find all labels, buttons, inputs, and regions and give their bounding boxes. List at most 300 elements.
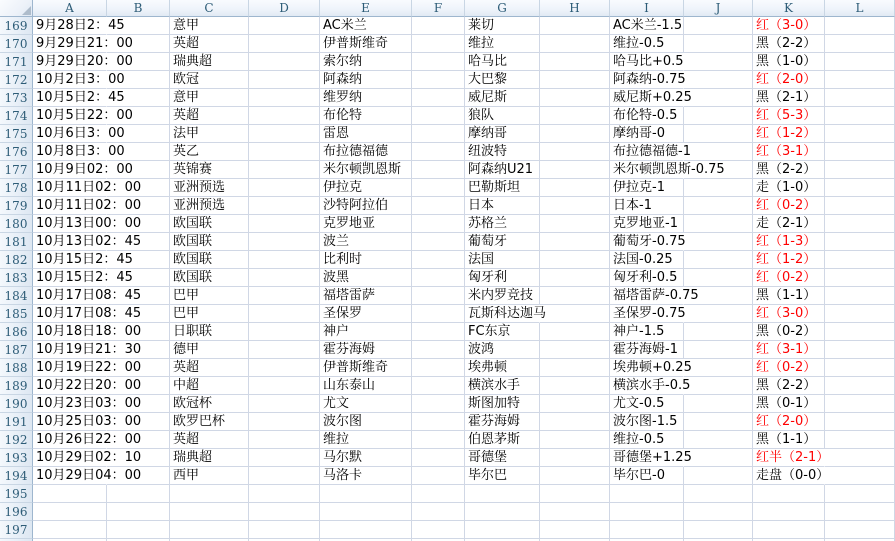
cell-J189[interactable] xyxy=(684,377,753,395)
cell-L191[interactable] xyxy=(825,413,895,431)
cell-H183[interactable] xyxy=(540,269,610,287)
column-header-D[interactable] xyxy=(249,0,320,17)
cell-K170[interactable] xyxy=(753,35,825,53)
cell-K196[interactable] xyxy=(753,503,825,521)
cell-F184[interactable] xyxy=(412,287,465,305)
cell-F186[interactable] xyxy=(412,323,465,341)
cell-F182[interactable] xyxy=(412,251,465,269)
cell-K174[interactable] xyxy=(753,107,825,125)
cell-D187[interactable] xyxy=(249,341,320,359)
cell-F171[interactable] xyxy=(412,53,465,71)
cell-K185[interactable] xyxy=(753,305,825,323)
cell-D185[interactable] xyxy=(249,305,320,323)
cell-D174[interactable] xyxy=(249,107,320,125)
cell-F172[interactable] xyxy=(412,71,465,89)
cell-H174[interactable] xyxy=(540,107,610,125)
cell-E185[interactable] xyxy=(320,305,412,323)
cell-G176[interactable] xyxy=(465,143,540,161)
cell-H190[interactable] xyxy=(540,395,610,413)
column-header-K[interactable] xyxy=(753,0,825,17)
cell-H188[interactable] xyxy=(540,359,610,377)
cell-A194[interactable] xyxy=(33,467,142,485)
cell-D190[interactable] xyxy=(249,395,320,413)
cell-I171[interactable] xyxy=(610,53,684,71)
cell-D176[interactable] xyxy=(249,143,320,161)
cell-F187[interactable] xyxy=(412,341,465,359)
cell-E196[interactable] xyxy=(320,503,412,521)
cell-C194[interactable] xyxy=(170,467,249,485)
cell-D183[interactable] xyxy=(249,269,320,287)
cell-I170[interactable] xyxy=(610,35,684,53)
cell-K177[interactable] xyxy=(753,161,825,179)
cell-F189[interactable] xyxy=(412,377,465,395)
cell-K179[interactable] xyxy=(753,197,825,215)
cell-D196[interactable] xyxy=(249,503,320,521)
cell-C187[interactable] xyxy=(170,341,249,359)
cell-J183[interactable] xyxy=(684,269,753,287)
cell-H172[interactable] xyxy=(540,71,610,89)
cell-F196[interactable] xyxy=(412,503,465,521)
cell-E197[interactable] xyxy=(320,521,412,539)
cell-C174[interactable] xyxy=(170,107,249,125)
cell-K189[interactable] xyxy=(753,377,825,395)
cell-L180[interactable] xyxy=(825,215,895,233)
cell-G188[interactable] xyxy=(465,359,540,377)
cell-E176[interactable] xyxy=(320,143,412,161)
cell-K180[interactable] xyxy=(753,215,825,233)
cell-L194[interactable] xyxy=(825,467,895,485)
cell-H197[interactable] xyxy=(540,521,610,539)
cell-C195[interactable] xyxy=(170,485,249,503)
cell-E169[interactable] xyxy=(320,17,412,35)
cell-I174[interactable] xyxy=(610,107,684,125)
cell-E178[interactable] xyxy=(320,179,412,197)
cell-K182[interactable] xyxy=(753,251,825,269)
cell-A171[interactable] xyxy=(33,53,133,71)
cell-I182[interactable] xyxy=(610,251,684,269)
cell-I179[interactable] xyxy=(610,197,684,215)
cell-A190[interactable] xyxy=(33,395,142,413)
cell-D182[interactable] xyxy=(249,251,320,269)
cell-F177[interactable] xyxy=(412,161,465,179)
cell-A189[interactable] xyxy=(33,377,142,395)
row-header-181[interactable] xyxy=(0,233,33,251)
cell-K192[interactable] xyxy=(753,431,825,449)
cell-F170[interactable] xyxy=(412,35,465,53)
cell-L189[interactable] xyxy=(825,377,895,395)
cell-C172[interactable] xyxy=(170,71,249,89)
cell-F173[interactable] xyxy=(412,89,465,107)
cell-L181[interactable] xyxy=(825,233,895,251)
cell-F174[interactable] xyxy=(412,107,465,125)
cell-I193[interactable] xyxy=(610,449,692,467)
cell-D179[interactable] xyxy=(249,197,320,215)
cell-J186[interactable] xyxy=(684,323,753,341)
cell-E172[interactable] xyxy=(320,71,412,89)
cell-G180[interactable] xyxy=(465,215,540,233)
cell-C181[interactable] xyxy=(170,233,249,251)
cell-F183[interactable] xyxy=(412,269,465,287)
cell-G184[interactable] xyxy=(465,287,540,305)
cell-L175[interactable] xyxy=(825,125,895,143)
cell-G181[interactable] xyxy=(465,233,540,251)
cell-C177[interactable] xyxy=(170,161,249,179)
cell-F181[interactable] xyxy=(412,233,465,251)
row-header-191[interactable] xyxy=(0,413,33,431)
cell-L178[interactable] xyxy=(825,179,895,197)
cell-C196[interactable] xyxy=(170,503,249,521)
column-header-C[interactable] xyxy=(170,0,249,17)
cell-G169[interactable] xyxy=(465,17,540,35)
cell-K194[interactable] xyxy=(753,467,830,485)
cell-J175[interactable] xyxy=(684,125,753,143)
cell-E175[interactable] xyxy=(320,125,412,143)
cell-J192[interactable] xyxy=(684,431,753,449)
cell-I189[interactable] xyxy=(610,377,691,395)
cell-J172[interactable] xyxy=(684,71,753,89)
cell-C193[interactable] xyxy=(170,449,249,467)
cell-I183[interactable] xyxy=(610,269,684,287)
cell-A191[interactable] xyxy=(33,413,142,431)
cell-A178[interactable] xyxy=(33,179,142,197)
cell-H181[interactable] xyxy=(540,233,610,251)
cell-K172[interactable] xyxy=(753,71,825,89)
cell-G193[interactable] xyxy=(465,449,540,467)
cell-A174[interactable] xyxy=(33,107,133,125)
cell-A196[interactable] xyxy=(33,503,107,521)
cell-J193[interactable] xyxy=(684,449,753,467)
cell-I178[interactable] xyxy=(610,179,684,197)
cell-I169[interactable] xyxy=(610,17,684,35)
cell-F179[interactable] xyxy=(412,197,465,215)
cell-F188[interactable] xyxy=(412,359,465,377)
cell-I180[interactable] xyxy=(610,215,684,233)
row-header-195[interactable] xyxy=(0,485,33,503)
cell-F197[interactable] xyxy=(412,521,465,539)
cell-F195[interactable] xyxy=(412,485,465,503)
row-header-174[interactable] xyxy=(0,107,33,125)
cell-I187[interactable] xyxy=(610,341,684,359)
cell-G177[interactable] xyxy=(465,161,540,179)
cell-H182[interactable] xyxy=(540,251,610,269)
cell-I197[interactable] xyxy=(610,521,684,539)
cell-L190[interactable] xyxy=(825,395,895,413)
row-header-178[interactable] xyxy=(0,179,33,197)
row-header-185[interactable] xyxy=(0,305,33,323)
cell-K197[interactable] xyxy=(753,521,825,539)
cell-J181[interactable] xyxy=(684,233,753,251)
cell-D194[interactable] xyxy=(249,467,320,485)
row-header-169[interactable] xyxy=(0,17,33,35)
cell-J197[interactable] xyxy=(684,521,753,539)
cell-E180[interactable] xyxy=(320,215,412,233)
cell-H170[interactable] xyxy=(540,35,610,53)
cell-L174[interactable] xyxy=(825,107,895,125)
cell-C173[interactable] xyxy=(170,89,249,107)
cell-H173[interactable] xyxy=(540,89,610,107)
row-header-187[interactable] xyxy=(0,341,33,359)
cell-E182[interactable] xyxy=(320,251,412,269)
cell-J174[interactable] xyxy=(684,107,753,125)
cell-J190[interactable] xyxy=(684,395,753,413)
cell-G189[interactable] xyxy=(465,377,540,395)
cell-A172[interactable] xyxy=(33,71,125,89)
cell-K184[interactable] xyxy=(753,287,825,305)
cell-E174[interactable] xyxy=(320,107,412,125)
cell-G178[interactable] xyxy=(465,179,540,197)
column-header-B[interactable] xyxy=(107,0,170,17)
cell-E194[interactable] xyxy=(320,467,412,485)
cell-K193[interactable] xyxy=(753,449,830,467)
cell-G182[interactable] xyxy=(465,251,540,269)
cell-G195[interactable] xyxy=(465,485,540,503)
select-all-button[interactable] xyxy=(0,0,33,17)
row-header-192[interactable] xyxy=(0,431,33,449)
cell-G179[interactable] xyxy=(465,197,540,215)
row-header-177[interactable] xyxy=(0,161,33,179)
cell-C169[interactable] xyxy=(170,17,249,35)
cell-F192[interactable] xyxy=(412,431,465,449)
cell-F176[interactable] xyxy=(412,143,465,161)
cell-K183[interactable] xyxy=(753,269,825,287)
cell-A180[interactable] xyxy=(33,215,142,233)
cell-D191[interactable] xyxy=(249,413,320,431)
row-header-188[interactable] xyxy=(0,359,33,377)
cell-L170[interactable] xyxy=(825,35,895,53)
cell-F191[interactable] xyxy=(412,413,465,431)
cell-H169[interactable] xyxy=(540,17,610,35)
cell-G183[interactable] xyxy=(465,269,540,287)
cell-H195[interactable] xyxy=(540,485,610,503)
cell-D195[interactable] xyxy=(249,485,320,503)
cell-L173[interactable] xyxy=(825,89,895,107)
cell-H191[interactable] xyxy=(540,413,610,431)
cell-J191[interactable] xyxy=(684,413,753,431)
cell-C171[interactable] xyxy=(170,53,249,71)
cell-K195[interactable] xyxy=(753,485,825,503)
cell-I176[interactable] xyxy=(610,143,691,161)
cell-C188[interactable] xyxy=(170,359,249,377)
cell-F169[interactable] xyxy=(412,17,465,35)
cell-A184[interactable] xyxy=(33,287,142,305)
cell-A179[interactable] xyxy=(33,197,142,215)
column-header-L[interactable] xyxy=(825,0,895,17)
cell-A182[interactable] xyxy=(33,251,133,269)
cell-D192[interactable] xyxy=(249,431,320,449)
cell-I194[interactable] xyxy=(610,467,684,485)
cell-C183[interactable] xyxy=(170,269,249,287)
cell-E177[interactable] xyxy=(320,161,412,179)
cell-I192[interactable] xyxy=(610,431,684,449)
cell-H177[interactable] xyxy=(540,161,610,179)
cell-C186[interactable] xyxy=(170,323,249,341)
column-header-F[interactable] xyxy=(412,0,465,17)
cell-E171[interactable] xyxy=(320,53,412,71)
cell-F180[interactable] xyxy=(412,215,465,233)
cell-I188[interactable] xyxy=(610,359,692,377)
cell-J171[interactable] xyxy=(684,53,753,71)
cell-H189[interactable] xyxy=(540,377,610,395)
cell-C175[interactable] xyxy=(170,125,249,143)
cell-F194[interactable] xyxy=(412,467,465,485)
cell-G187[interactable] xyxy=(465,341,540,359)
cell-H178[interactable] xyxy=(540,179,610,197)
cell-L171[interactable] xyxy=(825,53,895,71)
row-header-186[interactable] xyxy=(0,323,33,341)
cell-G192[interactable] xyxy=(465,431,540,449)
cell-C180[interactable] xyxy=(170,215,249,233)
cell-G197[interactable] xyxy=(465,521,540,539)
cell-C170[interactable] xyxy=(170,35,249,53)
cell-D170[interactable] xyxy=(249,35,320,53)
column-header-G[interactable] xyxy=(465,0,540,17)
cell-H180[interactable] xyxy=(540,215,610,233)
cell-K186[interactable] xyxy=(753,323,825,341)
cell-J188[interactable] xyxy=(684,359,753,377)
cell-A197[interactable] xyxy=(33,521,107,539)
cell-L177[interactable] xyxy=(825,161,895,179)
cell-A193[interactable] xyxy=(33,449,142,467)
cell-I191[interactable] xyxy=(610,413,684,431)
cell-E184[interactable] xyxy=(320,287,412,305)
cell-I172[interactable] xyxy=(610,71,684,89)
cell-G170[interactable] xyxy=(465,35,540,53)
cell-K187[interactable] xyxy=(753,341,825,359)
cell-K178[interactable] xyxy=(753,179,825,197)
cell-G174[interactable] xyxy=(465,107,540,125)
cell-H187[interactable] xyxy=(540,341,610,359)
row-header-183[interactable] xyxy=(0,269,33,287)
cell-A186[interactable] xyxy=(33,323,142,341)
cell-D180[interactable] xyxy=(249,215,320,233)
cell-D197[interactable] xyxy=(249,521,320,539)
cell-H171[interactable] xyxy=(540,53,610,71)
cell-J195[interactable] xyxy=(684,485,753,503)
cell-B196[interactable] xyxy=(107,503,170,521)
cell-E170[interactable] xyxy=(320,35,412,53)
cell-H176[interactable] xyxy=(540,143,610,161)
cell-K176[interactable] xyxy=(753,143,825,161)
cell-K190[interactable] xyxy=(753,395,825,413)
cell-D172[interactable] xyxy=(249,71,320,89)
cell-A192[interactable] xyxy=(33,431,142,449)
row-header-184[interactable] xyxy=(0,287,33,305)
cell-G186[interactable] xyxy=(465,323,540,341)
cell-J170[interactable] xyxy=(684,35,753,53)
cell-D178[interactable] xyxy=(249,179,320,197)
cell-L187[interactable] xyxy=(825,341,895,359)
cell-J169[interactable] xyxy=(684,17,753,35)
cell-G173[interactable] xyxy=(465,89,540,107)
cell-F185[interactable] xyxy=(412,305,465,323)
cell-L172[interactable] xyxy=(825,71,895,89)
row-header-193[interactable] xyxy=(0,449,33,467)
cell-I175[interactable] xyxy=(610,125,684,143)
cell-L195[interactable] xyxy=(825,485,895,503)
cell-D181[interactable] xyxy=(249,233,320,251)
cell-D193[interactable] xyxy=(249,449,320,467)
cell-I196[interactable] xyxy=(610,503,684,521)
cell-I195[interactable] xyxy=(610,485,684,503)
row-header-173[interactable] xyxy=(0,89,33,107)
cell-E187[interactable] xyxy=(320,341,412,359)
cell-E189[interactable] xyxy=(320,377,412,395)
cell-C190[interactable] xyxy=(170,395,249,413)
cell-D175[interactable] xyxy=(249,125,320,143)
cell-E181[interactable] xyxy=(320,233,412,251)
cell-L184[interactable] xyxy=(825,287,895,305)
row-header-196[interactable] xyxy=(0,503,33,521)
cell-E195[interactable] xyxy=(320,485,412,503)
cell-G185[interactable] xyxy=(465,305,547,323)
cell-H194[interactable] xyxy=(540,467,610,485)
cell-C179[interactable] xyxy=(170,197,249,215)
cell-H184[interactable] xyxy=(540,287,610,305)
cell-I181[interactable] xyxy=(610,233,684,251)
cell-G191[interactable] xyxy=(465,413,540,431)
cell-A175[interactable] xyxy=(33,125,125,143)
column-header-I[interactable] xyxy=(610,0,684,17)
row-header-194[interactable] xyxy=(0,467,33,485)
cell-I177[interactable] xyxy=(610,161,725,179)
cell-L179[interactable] xyxy=(825,197,895,215)
cell-A181[interactable] xyxy=(33,233,142,251)
cell-A183[interactable] xyxy=(33,269,133,287)
cell-K169[interactable] xyxy=(753,17,825,35)
column-header-A[interactable] xyxy=(33,0,107,17)
cell-C178[interactable] xyxy=(170,179,249,197)
cell-C192[interactable] xyxy=(170,431,249,449)
cell-D171[interactable] xyxy=(249,53,320,71)
cell-D188[interactable] xyxy=(249,359,320,377)
cell-F190[interactable] xyxy=(412,395,465,413)
cell-C189[interactable] xyxy=(170,377,249,395)
row-header-182[interactable] xyxy=(0,251,33,269)
cell-A170[interactable] xyxy=(33,35,133,53)
cell-J185[interactable] xyxy=(684,305,753,323)
cell-F175[interactable] xyxy=(412,125,465,143)
cell-E188[interactable] xyxy=(320,359,412,377)
row-header-179[interactable] xyxy=(0,197,33,215)
cell-A185[interactable] xyxy=(33,305,142,323)
cell-C182[interactable] xyxy=(170,251,249,269)
cell-E191[interactable] xyxy=(320,413,412,431)
cell-H186[interactable] xyxy=(540,323,610,341)
row-header-172[interactable] xyxy=(0,71,33,89)
cell-K188[interactable] xyxy=(753,359,825,377)
row-header-170[interactable] xyxy=(0,35,33,53)
cell-J194[interactable] xyxy=(684,467,753,485)
cell-J179[interactable] xyxy=(684,197,753,215)
cell-E179[interactable] xyxy=(320,197,412,215)
cell-A187[interactable] xyxy=(33,341,142,359)
cell-C185[interactable] xyxy=(170,305,249,323)
cell-G194[interactable] xyxy=(465,467,540,485)
cell-D189[interactable] xyxy=(249,377,320,395)
cell-E193[interactable] xyxy=(320,449,412,467)
cell-E192[interactable] xyxy=(320,431,412,449)
cell-E183[interactable] xyxy=(320,269,412,287)
column-header-H[interactable] xyxy=(540,0,610,17)
cell-G175[interactable] xyxy=(465,125,540,143)
cell-K191[interactable] xyxy=(753,413,825,431)
cell-J180[interactable] xyxy=(684,215,753,233)
cell-J178[interactable] xyxy=(684,179,753,197)
cell-G172[interactable] xyxy=(465,71,540,89)
cell-L183[interactable] xyxy=(825,269,895,287)
cell-I185[interactable] xyxy=(610,305,684,323)
cell-C197[interactable] xyxy=(170,521,249,539)
